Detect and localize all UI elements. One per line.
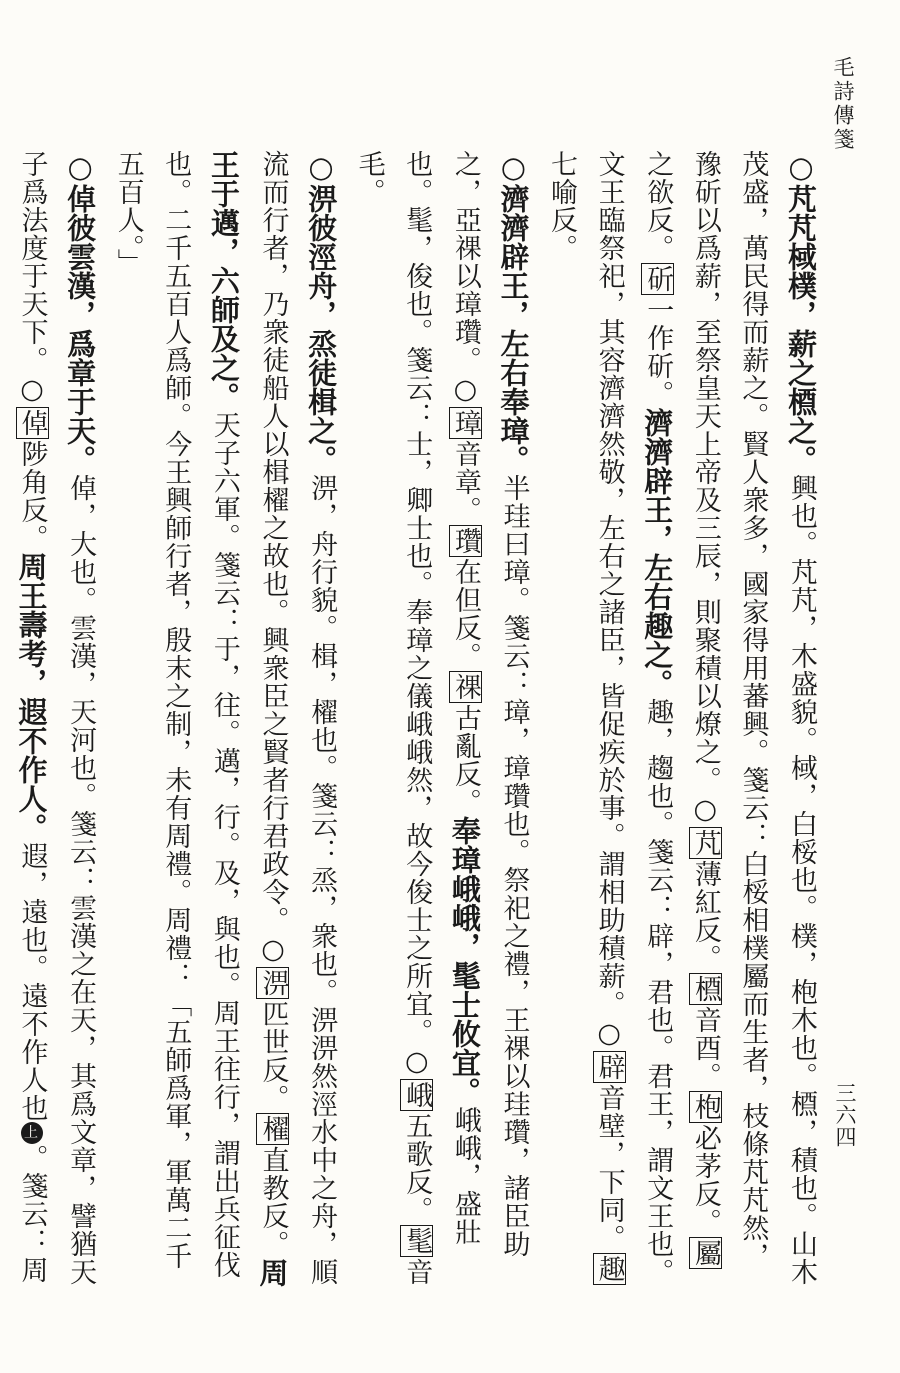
annotated-char: 髦 [401, 1227, 433, 1255]
commentary-text: 遐，遠也。遠不作人也 [16, 842, 48, 1122]
commentary-text: 半珪曰璋。箋云：璋，璋瓚也。祭祀之禮，王祼以珪瓚，諸臣助之，亞祼以璋瓚。○ [449, 150, 530, 1258]
commentary-text: 峨峨，盛壯也。髦，俊也。箋云：士，卿士也。奉璋之儀峨峨然，故今俊士之所宜。○ [401, 150, 481, 1246]
annotated-char: 槱 [689, 975, 721, 1003]
verse-text: 奉璋峨峨，髦士攸宜。 [447, 816, 482, 1106]
verse-text: 濟濟辟王，左右趣之。 [640, 408, 675, 698]
annotated-char: 屬 [689, 1239, 721, 1267]
commentary-text: 天子六軍。箋云：于，往。邁，行。及，與也。周王往行，謂出兵征伐也。二千五百人爲師。今王興師行者，殷末之制，未有周禮。周禮：「五師爲軍，軍萬二千五百人。」 [112, 150, 240, 1279]
annotated-char: 枹 [689, 1093, 721, 1121]
commentary-text: 音章。 [449, 440, 481, 524]
stanza-paragraph [345, 150, 537, 1290]
stanza-paragraph [0, 150, 104, 1290]
annotated-char: 辟 [593, 1053, 625, 1081]
commentary-text: 音壁，下同。 [593, 1084, 625, 1252]
commentary-text: 在但反。 [449, 558, 481, 670]
note-marker: 上 [21, 1122, 43, 1144]
annotated-char: 淠 [257, 969, 289, 997]
annotated-char: 璋 [449, 409, 481, 437]
page-number: 三六四 [833, 1082, 857, 1148]
annotated-char: 祼 [449, 673, 481, 701]
annotated-char: 倬 [16, 409, 48, 437]
annotated-char: 斫 [642, 265, 674, 293]
commentary-text: 。箋云：周 [16, 1144, 48, 1284]
commentary-text: 趣，趨也。箋云：辟，君也。君王，謂文王也。文王臨祭祀，其容濟濟然敬，左右之諸臣，皆促疾於事。謂相助積薪。○ [593, 150, 674, 1286]
commentary-text: 陟角反。 [16, 440, 48, 552]
commentary-text: 直教反。 [257, 1146, 289, 1258]
commentary-text: 一作斫。 [642, 296, 674, 408]
annotated-char: 芃 [689, 829, 721, 857]
commentary-text: 音酉。 [689, 1006, 721, 1090]
commentary-text: 淠，舟行貌。楫，櫂也。箋云：烝，衆也。淠淠然涇水中之舟，順流而行者，乃衆徒船人以楫櫂之故也。興衆臣之賢者行君政令。○ [257, 150, 338, 1286]
stanza-paragraph [104, 150, 345, 1290]
commentary-text: 五歌反。 [401, 1112, 433, 1224]
verse-text: ○倬彼雲漢，爲章于天。 [63, 150, 98, 474]
commentary-text: 音毛。 [353, 150, 433, 1286]
running-header: 毛詩傳箋 [831, 56, 855, 152]
annotated-char: 瓚 [449, 527, 481, 555]
commentary-text: 古亂反。 [449, 704, 481, 816]
classical-text-body [14, 150, 825, 1290]
commentary-text: 七喻反。 [546, 150, 578, 262]
commentary-text: 之欲反。 [642, 150, 674, 262]
commentary-text: 倬，大也。雲漢，天河也。箋云：雲漢之在天，其爲文章，譬猶天子爲法度于天下。○ [16, 150, 97, 1286]
annotated-char: 峨 [401, 1081, 433, 1109]
annotated-char: 櫂 [257, 1115, 289, 1143]
verse-text: 周王壽考，遐不作人。 [14, 552, 49, 842]
verse-text: ○淠彼涇舟，烝徒楫之。 [304, 150, 339, 474]
annotated-char: 趣 [593, 1255, 625, 1283]
verse-text: ○芃芃棫樸，薪之槱之。 [784, 150, 818, 474]
commentary-text: 必茅反。 [689, 1124, 721, 1236]
commentary-text: 興也。芃芃，木盛貌。棫，白桵也。樸，枹木也。槱，積也。山木茂盛，萬民得而薪之。賢人衆多，國家得用蕃興。箋云：白桵相樸屬而生者，枝條芃芃然，豫斫以爲薪，至祭皇天上帝及三辰，則聚積以燎之。○ [689, 150, 817, 1286]
verse-text: 周王于邁，六師及之。 [206, 150, 290, 1287]
stanza-paragraph [537, 150, 825, 1290]
commentary-text: 匹世反。 [257, 1000, 289, 1112]
verse-text: ○濟濟辟王，左右奉璋。 [496, 150, 531, 474]
commentary-text: 薄紅反。 [689, 860, 721, 972]
